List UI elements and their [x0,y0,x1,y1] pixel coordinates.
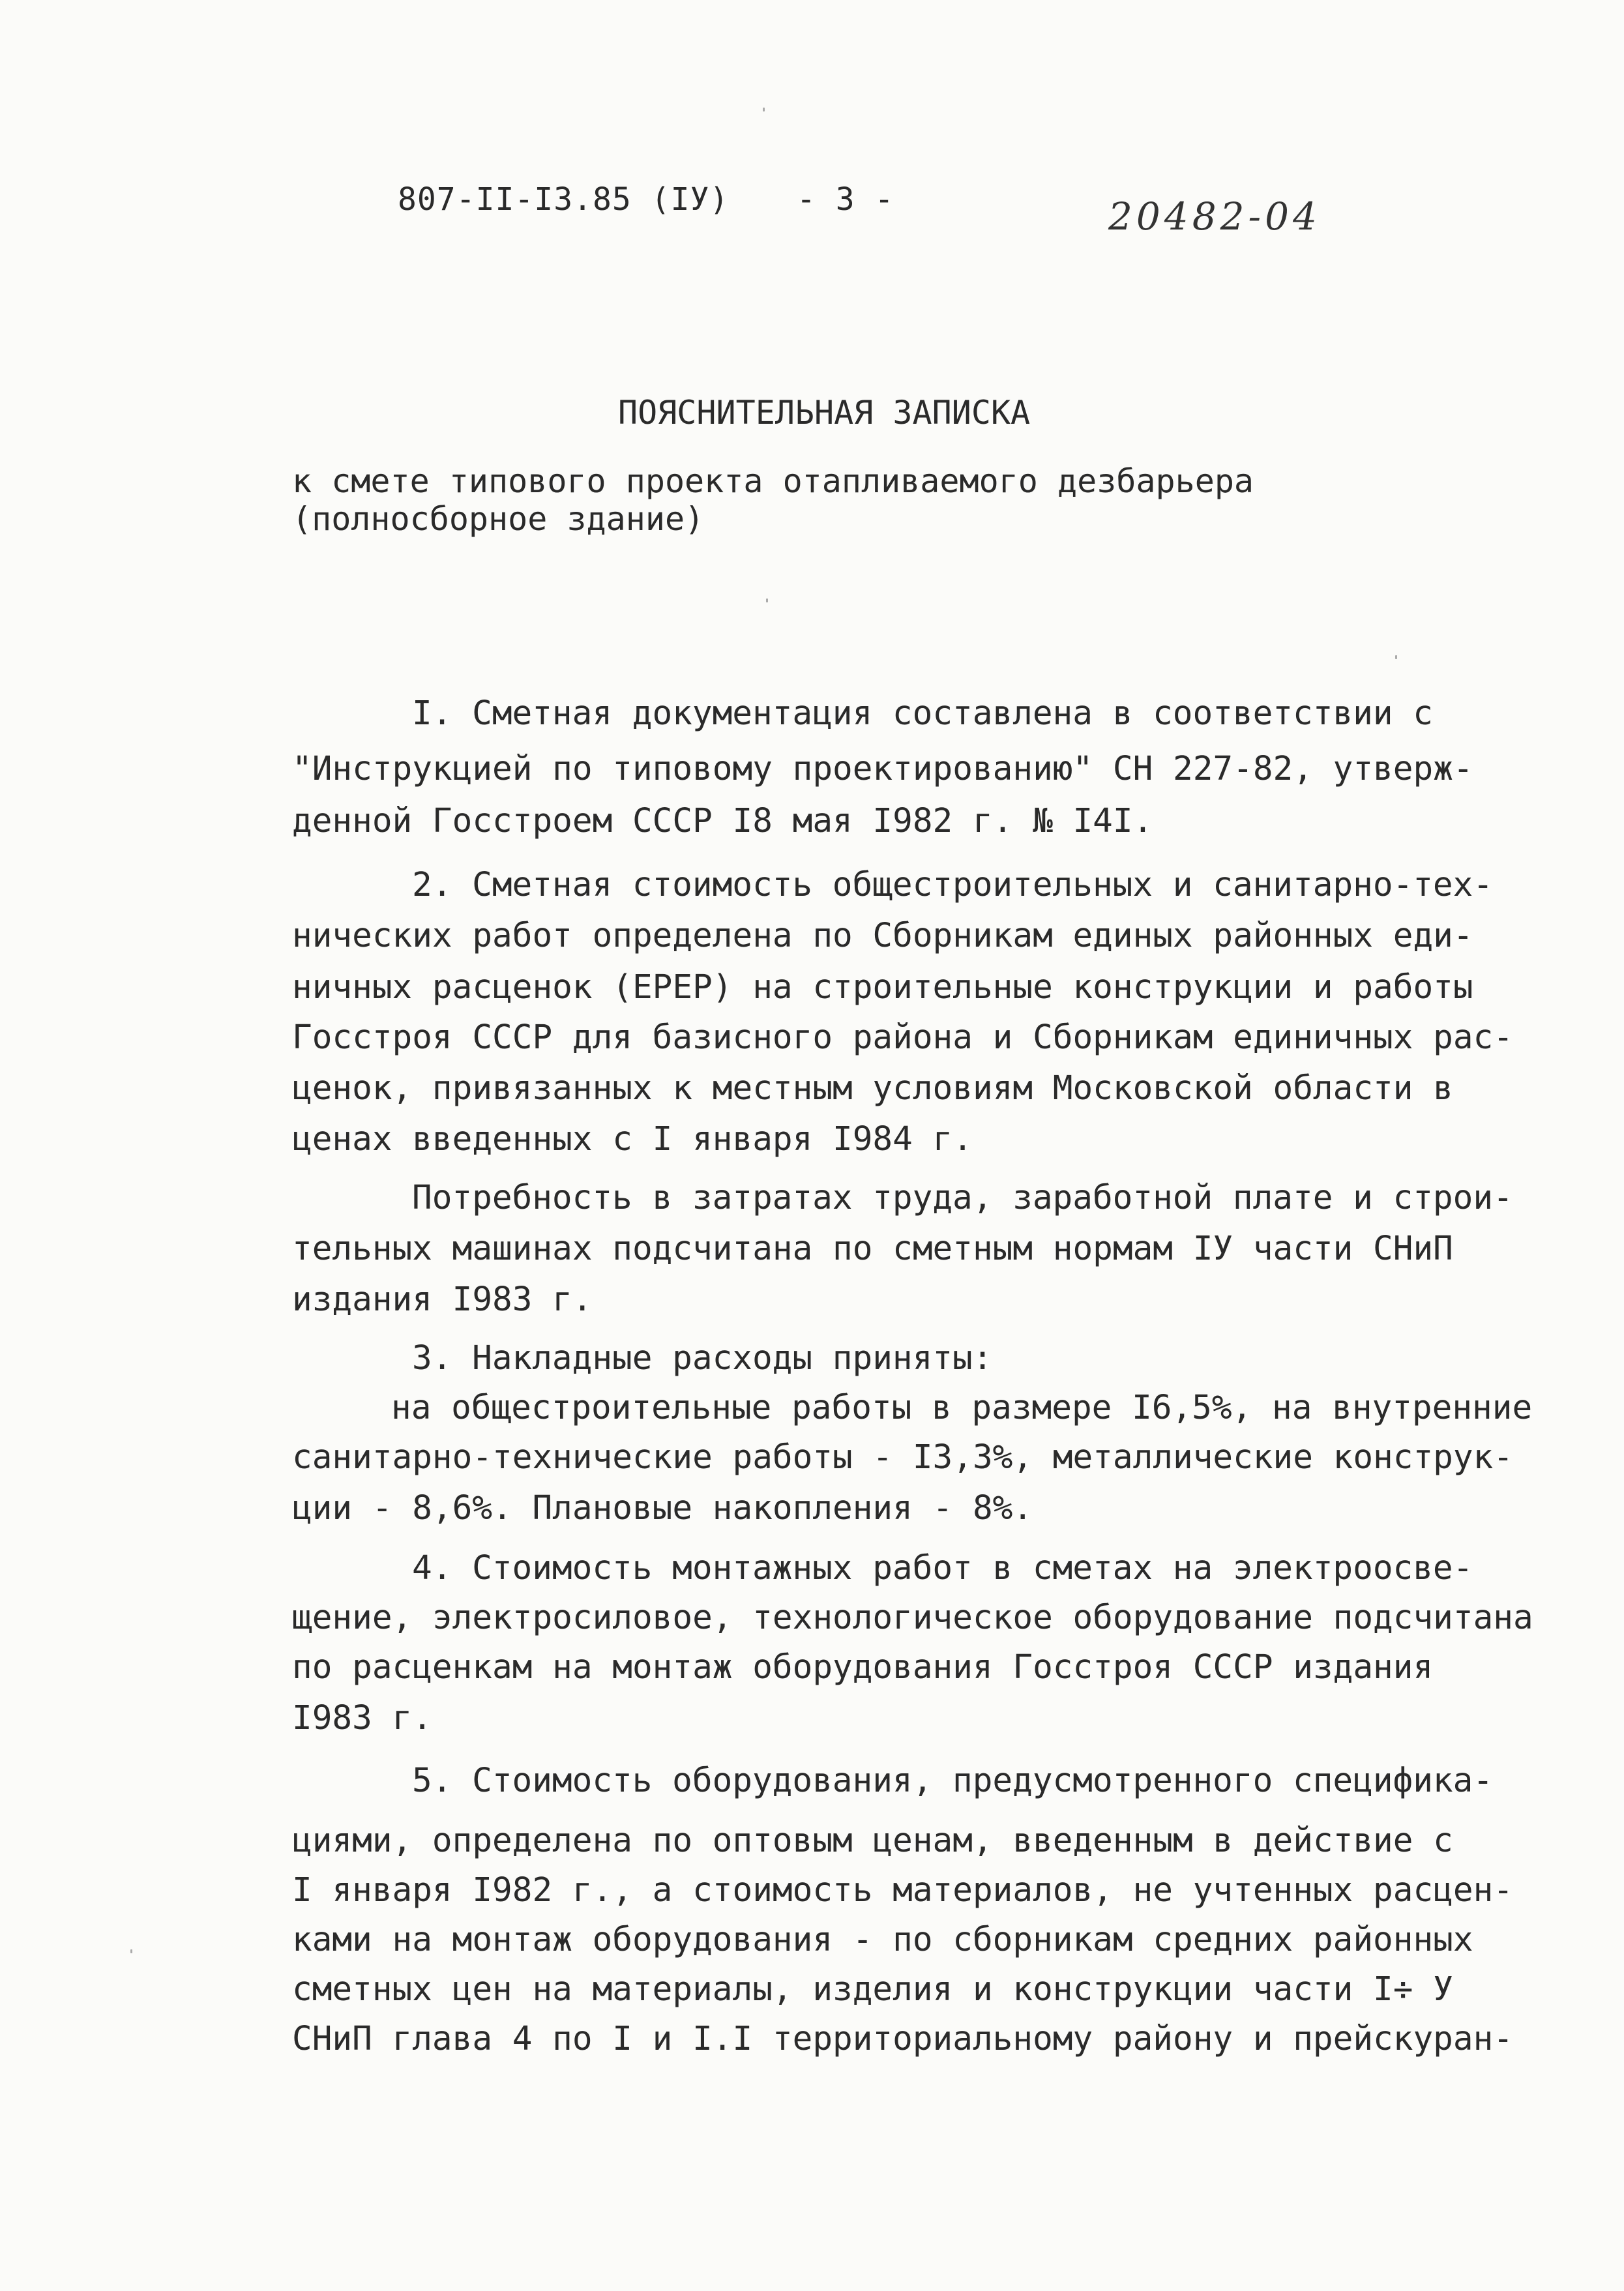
paragraph-4-line: ции - 8,6%. Плановые накопления - 8%. [292,1489,1033,1528]
scan-speck [763,108,765,111]
paragraph-6-line: циями, определена по оптовым ценам, введенным в действие с [292,1822,1453,1860]
handwritten-number: 20482-04 [1108,194,1321,239]
paragraph-5-line: по расценкам на монтаж оборудования Госстроя СССР издания [292,1648,1434,1687]
paragraph-3-line: Потребность в затратах труда, заработной плате и строи- [412,1179,1513,1217]
paragraph-2-line: нических работ определена по Сборникам единых районных еди- [292,917,1473,955]
scan-speck [1395,655,1397,659]
paragraph-4-line: на общестроительные работы в размере I6,5%, на внутренние [391,1389,1533,1427]
page-number: - 3 - [797,181,894,218]
paragraph-2-line: ценок, привязанных к местным условиям Московской области в [292,1069,1453,1108]
subtitle-line-2: (полносборное здание) [292,500,705,538]
document-code: 807-II-I3.85 (IУ) [398,181,730,218]
paragraph-6-line: сметных цен на материалы, изделия и конструкции части I÷ У [292,1970,1453,2009]
paragraph-6-line: ками на монтаж оборудования - по сборникам средних районных [292,1921,1473,1959]
paragraph-2-line: 2. Сметная стоимость общестроительных и санитарно-тех- [412,866,1494,904]
paragraph-6-line: 5. Стоимость оборудования, предусмотренного специфика- [412,1762,1494,1800]
paragraph-4-line: санитарно-технические работы - I3,3%, металлические конструк- [292,1438,1513,1477]
paragraph-1-line: I. Сметная документация составлена в соответствии с [412,694,1433,733]
paragraph-3-line: тельных машинах подсчитана по сметным нормам IУ части СНиП [292,1230,1453,1268]
paragraph-6-line: I января I982 г., а стоимость материалов, не учтенных расцен- [292,1871,1513,1910]
page-title: ПОЯСНИТЕЛЬНАЯ ЗАПИСКА [618,394,1031,432]
paragraph-1-line: денной Госстроем СССР I8 мая I982 г. № I4I. [292,802,1153,840]
paragraph-5-line: щение, электросиловое, технологическое оборудование подсчитана [292,1599,1533,1637]
paragraph-5-line: 4. Стоимость монтажных работ в сметах на электроосве- [412,1549,1473,1588]
subtitle-line-1: к смете типового проекта отапливаемого дезбарьера [292,462,1254,500]
scan-speck [130,1949,132,1953]
paragraph-6-line: СНиП глава 4 по I и I.I территориальному району и прейскуран- [292,2020,1513,2058]
paragraph-2-line: Госстроя СССР для базисного района и Сборникам единичных рас- [292,1018,1513,1057]
paragraph-2-line: ничных расценок (ЕРЕР) на строительные конструкции и работы [292,968,1473,1007]
paragraph-2-line: ценах введенных с I января I984 г. [292,1120,973,1159]
paragraph-3-line: издания I983 г. [292,1280,593,1319]
paragraph-1-line: "Инструкцией по типовому проектированию" СН 227-82, утверж- [292,750,1473,788]
paragraph-4-line: 3. Накладные расходы приняты: [412,1339,993,1378]
scan-speck [766,599,768,602]
paragraph-5-line: I983 г. [292,1699,432,1737]
